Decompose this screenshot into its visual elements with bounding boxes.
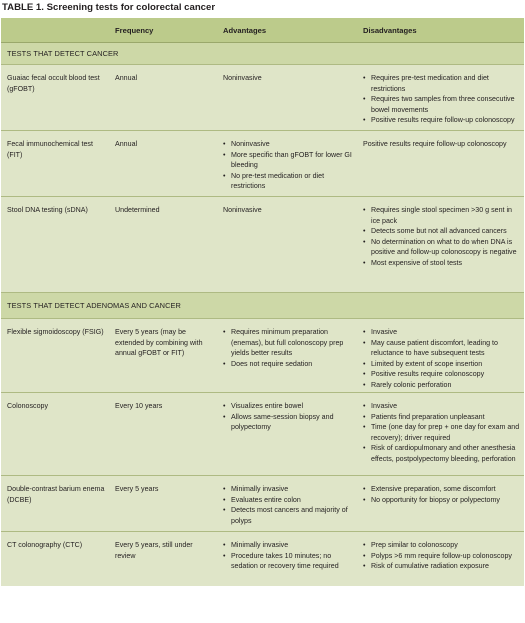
test-frequency: Every 5 years (may be extended by combining with annual gFOBT or FIT): [115, 328, 203, 358]
disadvantage-item: • No determination on what to do when DNA is positive and follow-up colonoscopy is negative: [363, 237, 520, 258]
header-advantages: Advantages: [223, 25, 267, 35]
advantage-item: • Minimally invasive: [223, 540, 353, 551]
advantage-item: • More specific than gFOBT for lower GI bleeding: [223, 150, 353, 171]
disadvantage-item: • May cause patient discomfort, leading to reluctance to have subsequent tests: [363, 338, 520, 359]
disadvantage-item: • Positive results require colonoscopy: [363, 369, 520, 380]
disadvantage-item: • Extensive preparation, some discomfort: [363, 484, 520, 495]
test-name: Double-contrast barium enema (DCBE): [7, 485, 105, 504]
disadvantage-item: • Requires single stool specimen >30 g sent in ice pack: [363, 205, 520, 226]
test-name: CT colonography (CTC): [7, 541, 83, 549]
disadvantage-item: • Most expensive of stool tests: [363, 258, 520, 269]
test-frequency: Every 5 years: [115, 485, 159, 493]
disadvantage-item: • Positive results require follow-up colonoscopy: [363, 115, 520, 126]
test-frequency: Annual: [115, 140, 138, 148]
disadvantage-item: • Requires two samples from three consecutive bowel movements: [363, 94, 520, 115]
table-row: [1, 131, 524, 197]
table-row: [1, 476, 524, 532]
disadvantages-cell: [357, 540, 524, 572]
advantage-text: Noninvasive: [223, 74, 262, 82]
test-name: Fecal immunochemical test (FIT): [7, 140, 93, 159]
test-frequency: Every 10 years: [115, 402, 163, 410]
disadvantage-item: • Risk of cardiopulmonary and other anesthesia effects, postpolypectomy bleeding, perforation: [363, 443, 520, 464]
test-name: Stool DNA testing (sDNA): [7, 206, 88, 214]
test-frequency: Every 5 years, still under review: [115, 541, 193, 560]
advantages-cell: [217, 401, 357, 433]
test-name: Flexible sigmoidoscopy (FSIG): [7, 328, 104, 336]
advantages-cell: [217, 73, 357, 84]
test-frequency: Undetermined: [115, 206, 160, 214]
header-frequency: Frequency: [115, 25, 154, 35]
disadvantage-item: • No opportunity for biopsy or polypectomy: [363, 495, 520, 506]
advantage-item: • Evaluates entire colon: [223, 495, 353, 506]
screening-table: [1, 18, 524, 586]
disadvantage-item: • Polyps >6 mm require follow-up colonoscopy: [363, 551, 520, 562]
table-row: [1, 319, 524, 393]
advantages-cell: [217, 205, 357, 216]
advantage-item: • Allows same-session biopsy and polypectomy: [223, 412, 353, 433]
table-header-row: [1, 18, 524, 43]
advantage-item: • No pre-test medication or diet restrictions: [223, 171, 353, 192]
table-title: TABLE 1. Screening tests for colorectal cancer: [2, 2, 216, 13]
disadvantages-cell: [357, 139, 524, 150]
table-row: [1, 197, 524, 293]
advantage-item: • Noninvasive: [223, 139, 353, 150]
table-row: [1, 532, 524, 586]
disadvantage-item: • Detects some but not all advanced cancers: [363, 226, 520, 237]
section-header: TESTS THAT DETECT ADENOMAS AND CANCER: [1, 293, 524, 319]
disadvantage-item: • Limited by extent of scope insertion: [363, 359, 520, 370]
test-name: Colonoscopy: [7, 402, 49, 410]
disadvantage-item: • Rarely colonic perforation: [363, 380, 520, 391]
advantages-cell: [217, 139, 357, 192]
advantages-cell: [217, 540, 357, 572]
advantages-cell: [217, 484, 357, 526]
disadvantage-item: • Prep similar to colonoscopy: [363, 540, 520, 551]
advantage-item: • Procedure takes 10 minutes; no sedation or recovery time required: [223, 551, 353, 572]
disadvantage-item: • Risk of cumulative radiation exposure: [363, 561, 520, 572]
advantage-text: Noninvasive: [223, 206, 262, 214]
test-name: Guaiac fecal occult blood test (gFOBT): [7, 74, 100, 93]
advantage-item: • Minimally invasive: [223, 484, 353, 495]
advantage-item: • Visualizes entire bowel: [223, 401, 353, 412]
advantage-item: • Requires minimum preparation (enemas), but full colonoscopy prep yields better results: [223, 327, 353, 359]
disadvantages-cell: [357, 484, 524, 505]
disadvantage-item: • Patients find preparation unpleasant: [363, 412, 520, 423]
disadvantage-item: • Invasive: [363, 327, 520, 338]
header-disadvantages: Disadvantages: [363, 25, 417, 35]
disadvantage-text: Positive results require follow-up colonoscopy: [363, 140, 507, 148]
disadvantage-item: • Invasive: [363, 401, 520, 412]
table-row: [1, 65, 524, 131]
table-row: [1, 393, 524, 476]
advantage-item: • Detects most cancers and majority of polyps: [223, 505, 353, 526]
disadvantages-cell: [357, 205, 524, 269]
advantages-cell: [217, 327, 357, 369]
advantage-item: • Does not require sedation: [223, 359, 353, 370]
test-frequency: Annual: [115, 74, 138, 82]
disadvantages-cell: [357, 327, 524, 391]
disadvantages-cell: [357, 401, 524, 465]
section-header: TESTS THAT DETECT CANCER: [1, 43, 524, 65]
disadvantage-item: • Requires pre-test medication and diet restrictions: [363, 73, 520, 94]
disadvantages-cell: [357, 73, 524, 126]
disadvantage-item: • Time (one day for prep + one day for exam and recovery); driver required: [363, 422, 520, 443]
